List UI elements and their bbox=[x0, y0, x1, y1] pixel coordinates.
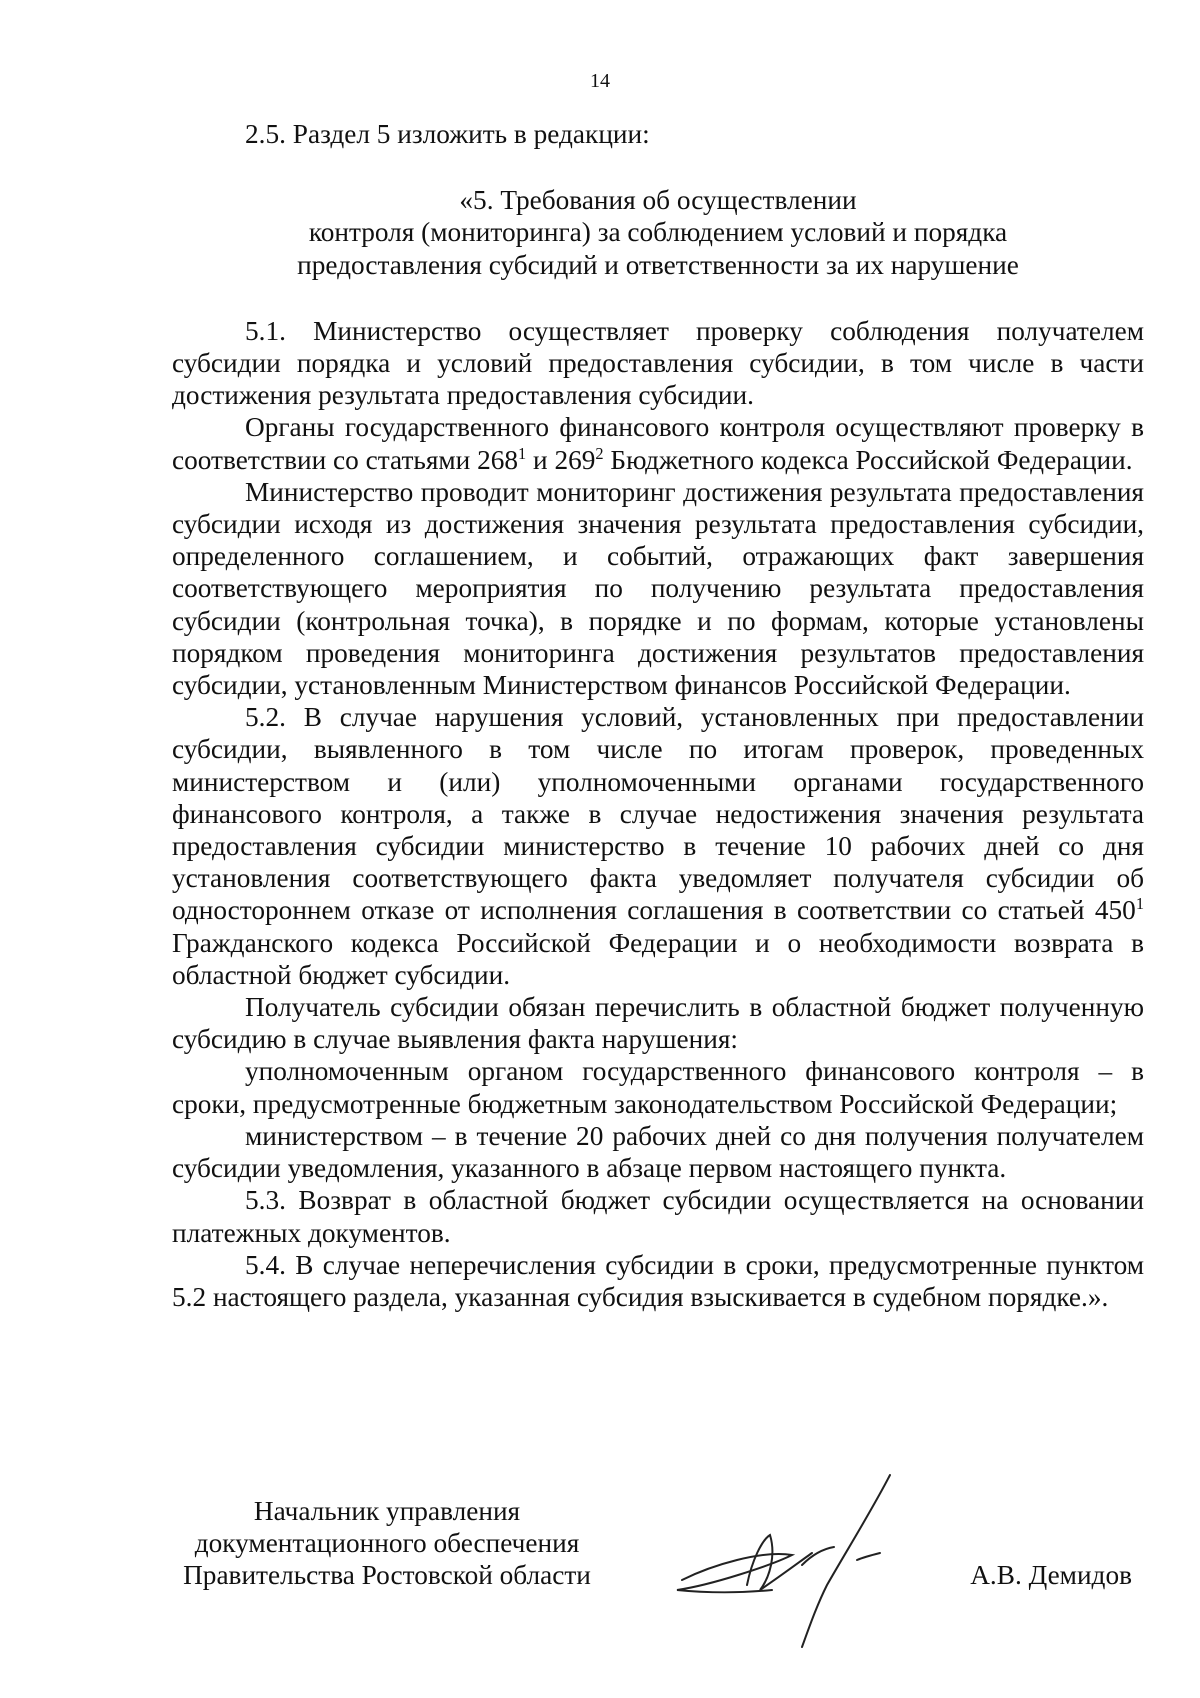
superscript: 1 bbox=[1135, 894, 1144, 914]
paragraph-5-2 bbox=[172, 701, 1144, 991]
intro-line: 2.5. Раздел 5 изложить в редакции: bbox=[245, 119, 650, 149]
text-run: 5.2. В случае нарушения условий, установленных при предоставлении субсидии, выявленного в том числе по итогам проверок, проведенных министерством и (или) уполномоченными органами государственного финансового контроля, а также в случае недостижения значения результата предоставления субсидии министерство в течение 10 рабочих дней со дня установления соответствующего факта уведомляет получателя субсидии об одностороннем отказе от исполнения соглашения в соответствии со статьей 450 bbox=[172, 702, 1144, 926]
paragraph-5-1: 5.1. Министерство осуществляет проверку соблюдения получателем субсидии порядка и условий предоставления субсидии, в том числе в части достижения результата предоставления субсидии. bbox=[172, 315, 1144, 411]
superscript: 2 bbox=[595, 443, 604, 463]
page-number: 14 bbox=[590, 70, 610, 92]
paragraph-control-bodies bbox=[172, 411, 1144, 475]
section-title-line: контроля (мониторинга) за соблюдением условий и порядка bbox=[308, 217, 1008, 248]
paragraph-ministry-term: министерством – в течение 20 рабочих дней со дня получения получателем субсидии уведомления, указанного в абзаце первом настоящего пункта. bbox=[172, 1120, 1144, 1184]
paragraph-control-authority: уполномоченным органом государственного финансового контроля – в сроки, предусмотренные бюджетным законодательством Российской Федерации; bbox=[172, 1056, 1144, 1119]
signature-block bbox=[172, 1495, 1144, 1695]
document-body bbox=[172, 118, 1144, 1313]
signer-title-line: документационного обеспечения bbox=[194, 1528, 580, 1559]
signer-title bbox=[172, 1495, 602, 1592]
paragraph-5-4: 5.4. В случае неперечисления субсидии в сроки, предусмотренные пунктом 5.2 настоящего раздела, указанная субсидия взыскивается в судебном порядке.». bbox=[172, 1249, 1144, 1312]
text-run: Бюджетного кодекса Российской Федерации. bbox=[603, 444, 1133, 475]
superscript: 1 bbox=[518, 443, 527, 463]
text-run: Гражданского кодекса Российской Федерации и о необходимости возврата в областной бюджет субсидии. bbox=[172, 927, 1144, 990]
signer-name: А.В. Демидов bbox=[970, 1560, 1132, 1590]
paragraph-monitoring: Министерство проводит мониторинг достижения результата предоставления субсидии исходя из достижения значения результата предоставления субсидии, определенного соглашением, и событий, отражающих факт завершения соответствующего мероприятия по получению результата предоставления субсидии (контрольная точка), в порядке и по формам, которые установлены порядком проведения мониторинга достижения результатов предоставления субсидии, установленным Министерством финансов Российской Федерации. bbox=[172, 476, 1144, 701]
paragraph-recipient-obliged: Получатель субсидии обязан перечислить в областной бюджет полученную субсидию в случае выявления факта нарушения: bbox=[172, 992, 1144, 1055]
section-title-line: предоставления субсидий и ответственности за их нарушение bbox=[297, 249, 1019, 280]
paragraph-5-3: 5.3. Возврат в областной бюджет субсидии осуществляется на основании платежных документов. bbox=[172, 1185, 1144, 1248]
text-run: Органы государственного финансового контроля осуществляют проверку в соответствии со статьями 268 bbox=[172, 412, 1144, 475]
handwritten-signature bbox=[652, 1465, 912, 1655]
section-title bbox=[172, 184, 1144, 281]
signer-title-line: Начальник управления bbox=[253, 1496, 521, 1526]
text-run: и 269 bbox=[526, 444, 596, 475]
signer-title-line: Правительства Ростовской области bbox=[183, 1560, 591, 1591]
section-title-line: «5. Требования об осуществлении bbox=[459, 185, 857, 216]
